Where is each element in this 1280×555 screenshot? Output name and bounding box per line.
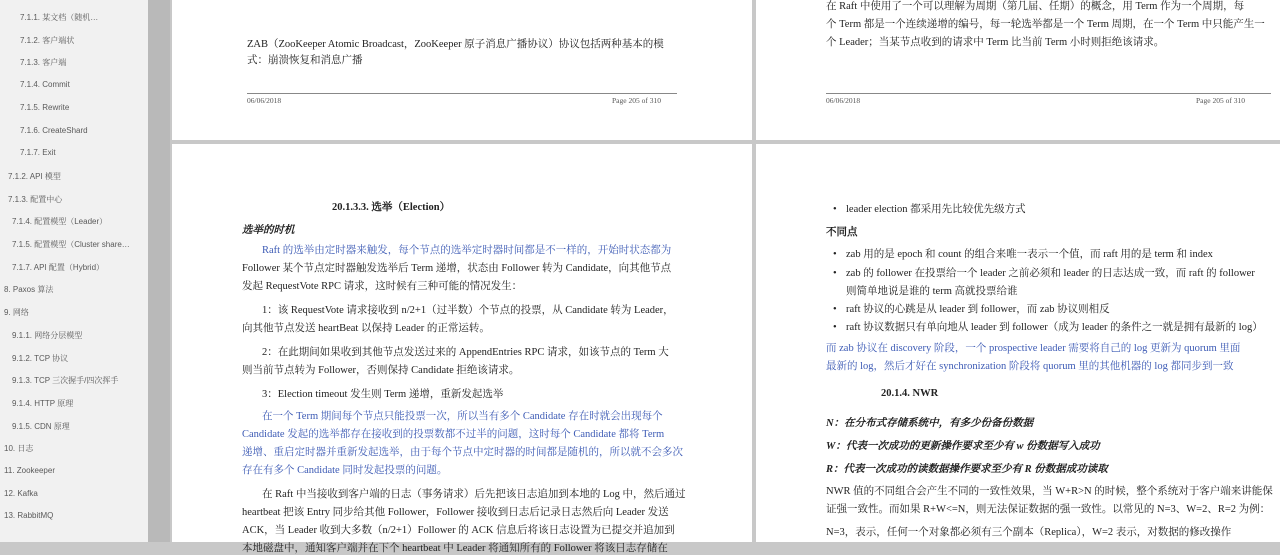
paragraph-line: 向其他节点发送 heartBeat 以保持 Leader 的正常运转。 xyxy=(242,323,490,334)
footer-page-number: Page 205 of 310 xyxy=(612,96,661,105)
paragraph-line: 在 Raft 中当接收到客户端的日志（事务请求）后先把该日志追加到本地的 Log 中，然后通过 xyxy=(262,489,686,500)
paragraph-line: 2：在此期间如果收到其他节点发送过来的 AppendEntries RPC 请求，如该节点的 Term 大 xyxy=(262,347,669,358)
outline-item[interactable]: 7.1.7. Exit xyxy=(20,148,56,158)
section-heading: 20.1.3.3. 选举（Election） xyxy=(332,202,451,213)
definition-line: W：代表一次成功的更新操作要求至少有 w 份数据写入成功 xyxy=(826,441,1100,452)
definition-line: R：代表一次成功的读数据操作要求至少有 R 份数据成功读取 xyxy=(826,464,1108,475)
paragraph-line: heartbeat 把该 Entry 同步给其他 Follower，Follower 接收到日志后记录日志然后向 Leader 发送 xyxy=(242,507,669,518)
footer-date: 06/06/2018 xyxy=(247,96,282,105)
paragraph-line: 个 Leader；当某节点收到的请求中 Term 比当前 Term 小时则拒绝该请求。 xyxy=(826,37,1165,48)
outline-item[interactable]: 9.1.2. TCP 协议 xyxy=(12,353,69,363)
outline-item[interactable]: 9.1.5. CDN 原理 xyxy=(12,421,70,431)
outline-item[interactable]: 11. Zookeeper xyxy=(4,466,55,475)
page-bottom-right xyxy=(756,144,1280,542)
sidebar-scrollbar[interactable] xyxy=(148,0,170,542)
paragraph-line: 最新的 log，然后才好在 synchronization 阶段将 quorum 里的其他机器的 log 都同步到一致 xyxy=(826,361,1234,372)
bullet-item: • zab 用的是 epoch 和 count 的组合来唯一表示一个值，而 raft 用的是 term 和 index xyxy=(846,248,1213,261)
outline-item[interactable]: 7.1.4. 配置模型（Leader） xyxy=(12,217,108,227)
paragraph-line: Follower 某个节点定时器触发选举后 Term 递增，状态由 Follower 转为 Candidate，向其他节点 xyxy=(242,263,672,274)
outline-item[interactable]: 7.1.5. Rewrite xyxy=(20,102,70,112)
paragraph-line: 发起 RequestVote RPC 请求，这时候有三种可能的情况发生： xyxy=(242,281,523,292)
outline-item[interactable]: 7.1.5. 配置模型（Cluster share… xyxy=(12,240,130,249)
paragraph-line: N=3，表示，任何一个对象都必须有三个副本（Replica），W=2 表示，对数据的修改操作 xyxy=(826,527,1232,538)
outline-item[interactable]: 7.1.6. CreateShard xyxy=(20,125,88,135)
paragraph-line: 式：崩溃恢复和消息广播 xyxy=(247,55,363,66)
subheading: 不同点 xyxy=(826,227,858,238)
outline-item[interactable]: 8. Paxos 算法 xyxy=(4,285,54,295)
outline-item[interactable]: 7.1.2. 客户端状 xyxy=(20,35,75,45)
subheading: 选举的时机 xyxy=(242,225,295,236)
footer-date: 06/06/2018 xyxy=(826,96,861,105)
outline-item[interactable]: 9.1.3. TCP 三次握手/四次挥手 xyxy=(12,376,119,386)
page-bottom-left xyxy=(172,144,752,554)
paragraph-line: Candidate 发起的选举都存在接收到的投票数都不过半的问题，这时每个 Candidate 都将 Term xyxy=(242,429,665,440)
bullet-item: 则简单地说是谁的 term 高就投票给谁 xyxy=(846,286,1018,297)
paragraph-line: 1：该 RequestVote 请求接收到 n/2+1（过半数）个节点的投票，从 Candidate 转为 Leader， xyxy=(262,305,674,316)
outline-item[interactable]: 7.1.7. API 配置（Hybrid） xyxy=(12,262,105,272)
paragraph-line: 个 Term 都是一个连续递增的编号，每一轮选举都是一个 Term 周期，在一个 Term 中只能产生一 xyxy=(826,19,1265,30)
paragraph-line: 本地磁盘中，通知客户端并在下个 heartbeat 中 Leader 将通知所有的 Follower 将该日志存储在 xyxy=(242,543,668,554)
outline-item[interactable]: 9. 网络 xyxy=(4,308,29,318)
bullet-item: • raft 协议数据只有单向地从 leader 到 follower（成为 leader 的条件之一就是拥有最新的 log） xyxy=(846,321,1263,334)
paragraph-line: 而 zab 协议在 discovery 阶段，一个 prospective leader 需要将自己的 log 更新为 quorum 里面 xyxy=(826,343,1241,354)
paragraph-line: 在 Raft 中使用了一个可以理解为周期（第几届、任期）的概念，用 Term 作为一个周期，每 xyxy=(826,1,1245,12)
outline-item[interactable]: 12. Kafka xyxy=(4,488,38,498)
outline-item[interactable]: 7.1.2. API 模型 xyxy=(8,171,61,181)
paragraph-line: NWR 值的不同组合会产生不同的一致性效果，当 W+R>N 的时候，整个系统对于客户端来讲能保 xyxy=(826,486,1273,497)
definition-line: N：在分布式存储系统中，有多少份备份数据 xyxy=(826,418,1034,429)
page-top-left xyxy=(172,0,752,140)
page-top-right xyxy=(756,0,1280,140)
footer-page-number: Page 205 of 310 xyxy=(1196,96,1245,105)
paragraph-line: Raft 的选举由定时器来触发，每个节点的选举定时器时间都是不一样的，开始时状态都为 xyxy=(262,245,672,256)
bullet-item: • zab 的 follower 在投票给一个 leader 之前必须和 leader 的日志达成一致，而 raft 的 follower xyxy=(846,267,1255,280)
outline-item[interactable]: 13. RabbitMQ xyxy=(4,511,54,521)
outline-item[interactable]: 9.1.4. HTTP 原理 xyxy=(12,398,74,408)
paragraph-line: 在一个 Term 期间每个节点只能投票一次，所以当有多个 Candidate 存在时就会出现每个 xyxy=(262,411,663,422)
paragraph-line: 存在有多个 Candidate 同时发起投票的问题。 xyxy=(242,465,448,476)
paragraph-line: 递增、重启定时器并重新发起选举，由于每个节点中定时器的时间都是随机的，所以就不会多次 xyxy=(242,447,683,458)
outline-item[interactable]: 10. 日志 xyxy=(4,444,34,454)
outline-sidebar xyxy=(0,0,148,542)
footer-rule xyxy=(247,93,677,94)
bullet-item: • raft 协议的心跳是从 leader 到 follower，而 zab 协议则相反 xyxy=(846,303,1110,316)
outline-item[interactable]: 7.1.4. Commit xyxy=(20,80,70,90)
paragraph-line: 证强一致性。而如果 R+W<=N，则无法保证数据的强一致性。以常见的 N=3、W=2、R=2 为例： xyxy=(826,504,1271,515)
outline-item[interactable]: 9.1.1. 网络分层模型 xyxy=(12,330,83,340)
paragraph-line: 则当前节点转为 Follower，否则保持 Candidate 拒绝该请求。 xyxy=(242,365,520,376)
paragraph-line: ACK，当 Leader 收到大多数（n/2+1）Follower 的 ACK 信息后将该日志设置为已提交并追加到 xyxy=(242,525,675,536)
section-heading: 20.1.4. NWR xyxy=(881,388,939,399)
paragraph-line: 3：Election timeout 发生则 Term 递增，重新发起选举 xyxy=(262,389,504,400)
outline-item[interactable]: 7.1.3. 配置中心 xyxy=(8,194,63,204)
footer-rule xyxy=(826,93,1271,94)
outline-item[interactable]: 7.1.1. 某文档（随机… xyxy=(20,13,99,22)
outline-item[interactable]: 7.1.3. 客户端 xyxy=(20,58,67,68)
paragraph-line: ZAB（ZooKeeper Atomic Broadcast，ZooKeeper 原子消息广播协议）协议包括两种基本的模 xyxy=(247,39,664,50)
bullet-item: • leader election 都采用先比较优先级方式 xyxy=(846,203,1026,216)
